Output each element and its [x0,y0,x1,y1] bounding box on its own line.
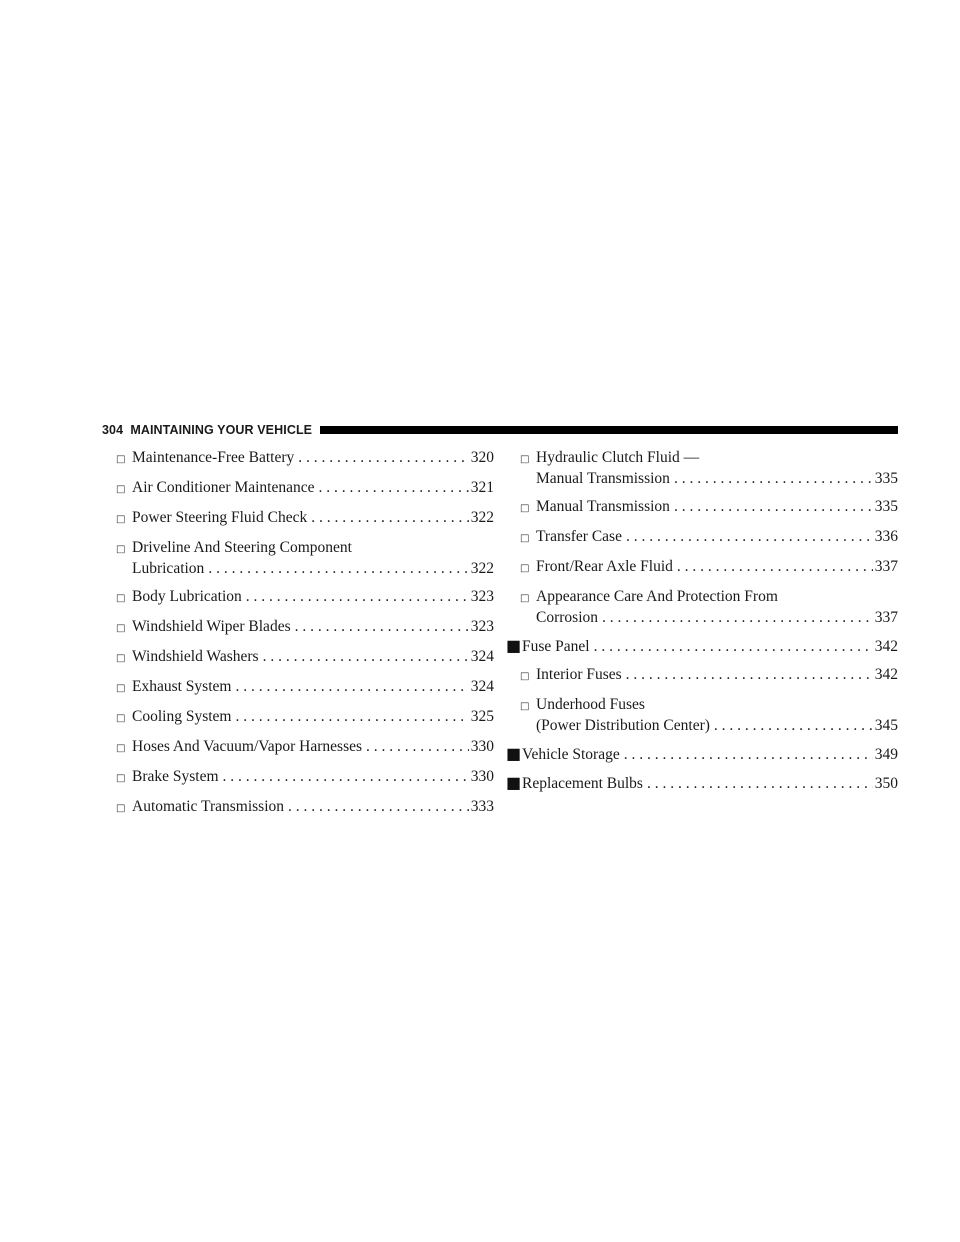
checkbox-bullet-icon: □ [116,683,126,694]
square-bullet-icon: ■ [506,744,522,763]
toc-entry-title: Power Steering Fluid Check [132,509,308,526]
toc-entry-title: Lubrication [132,560,205,577]
toc-right-column [506,448,898,802]
toc-entry-title: Manual Transmission [536,498,670,515]
toc-entry[interactable] [520,497,898,518]
toc-entry[interactable] [116,797,494,818]
checkbox-bullet-icon: □ [116,484,126,495]
leader-dots [246,587,469,606]
toc-left-column [116,448,494,827]
leader-dots [366,737,469,756]
toc-entry-page: 342 [874,638,898,655]
toc-entry[interactable] [520,448,898,488]
leader-dots [714,716,873,735]
leader-dots [298,448,469,467]
checkbox-bullet-icon: □ [520,563,530,574]
leader-dots [674,469,873,488]
toc-entry-page: 330 [470,768,494,785]
leader-dots [263,647,469,666]
toc-entry-page: 349 [874,746,898,763]
toc-entry-title: Hoses And Vacuum/Vapor Harnesses [132,738,363,755]
toc-entry-page: 324 [470,678,494,695]
toc-entry-page: 321 [470,479,494,496]
toc-entry-title: Body Lubrication [132,588,242,605]
toc-entry[interactable] [520,665,898,686]
toc-entry-title-line1: Driveline And Steering Component [132,539,352,556]
toc-entry-title: Interior Fuses [536,666,622,683]
header-rule [320,426,898,434]
checkbox-bullet-icon: □ [116,743,126,754]
toc-entry-title: Replacement Bulbs [522,775,643,792]
toc-entry-title: Manual Transmission [536,470,670,487]
toc-entry-page: 333 [470,798,494,815]
toc-entry-page: 325 [470,708,494,725]
toc-entry-title-line1: Underhood Fuses [536,696,645,713]
toc-entry[interactable] [520,695,898,735]
leader-dots [223,767,469,786]
toc-entry-page: 350 [874,775,898,792]
toc-entry[interactable] [116,737,494,758]
leader-dots [295,617,469,636]
leader-dots [311,508,469,527]
toc-entry[interactable] [116,508,494,529]
toc-entry-page: 337 [874,558,898,575]
leader-dots [208,559,468,578]
toc-entry[interactable] [520,587,898,627]
leader-dots [235,677,468,696]
toc-section-entry[interactable] [506,773,898,793]
toc-entry[interactable] [116,767,494,788]
leader-dots [647,774,873,793]
toc-entry[interactable] [116,538,494,578]
toc-entry-title: Air Conditioner Maintenance [132,479,315,496]
square-bullet-icon: ■ [506,636,522,655]
checkbox-bullet-icon: □ [520,533,530,544]
toc-entry[interactable] [116,617,494,638]
toc-entry[interactable] [116,677,494,698]
toc-section-entry[interactable] [506,636,898,656]
page-header [102,421,898,439]
toc-entry[interactable] [116,647,494,668]
square-bullet-icon: ■ [506,773,522,792]
toc-entry[interactable] [116,707,494,728]
toc-entry-title: Front/Rear Axle Fluid [536,558,673,575]
toc-entry[interactable] [116,478,494,499]
leader-dots [235,707,468,726]
checkbox-bullet-icon: □ [116,713,126,724]
toc-entry-title: (Power Distribution Center) [536,717,710,734]
toc-section-entry[interactable] [506,744,898,764]
toc-entry-page: 322 [470,560,494,577]
toc-entry-title: Vehicle Storage [522,746,620,763]
leader-dots [626,527,873,546]
toc-entry-title: Automatic Transmission [132,798,285,815]
section-title: MAINTAINING YOUR VEHICLE [130,423,313,437]
toc-entry-page: 322 [470,509,494,526]
checkbox-bullet-icon: □ [520,593,530,604]
leader-dots [677,557,873,576]
toc-entry-title: Cooling System [132,708,232,725]
leader-dots [624,745,873,764]
leader-dots [626,665,873,684]
checkbox-bullet-icon: □ [520,701,530,712]
toc-entry-page: 345 [874,717,898,734]
leader-dots [288,797,469,816]
checkbox-bullet-icon: □ [116,544,126,555]
leader-dots [674,497,873,516]
toc-entry-title: Exhaust System [132,678,232,695]
toc-entry-title: Windshield Washers [132,648,259,665]
toc-entry-page: 320 [470,449,494,466]
toc-entry[interactable] [520,527,898,548]
checkbox-bullet-icon: □ [116,454,126,465]
toc-entry-page: 336 [874,528,898,545]
toc-entry[interactable] [116,587,494,608]
toc-entry-page: 335 [874,470,898,487]
checkbox-bullet-icon: □ [520,503,530,514]
toc-entry-title: Transfer Case [536,528,622,545]
toc-entry-title: Windshield Wiper Blades [132,618,291,635]
toc-entry-page: 337 [874,609,898,626]
toc-entry-title: Maintenance-Free Battery [132,449,295,466]
toc-entry-title: Brake System [132,768,219,785]
checkbox-bullet-icon: □ [520,671,530,682]
toc-entry-title: Fuse Panel [522,638,590,655]
leader-dots [602,608,873,627]
toc-entry-title: Corrosion [536,609,598,626]
toc-entry-page: 324 [470,648,494,665]
leader-dots [319,478,469,497]
toc-entry-title-line1: Hydraulic Clutch Fluid — [536,449,700,466]
toc-entry-page: 342 [874,666,898,683]
checkbox-bullet-icon: □ [116,773,126,784]
toc-entry-page: 335 [874,498,898,515]
leader-dots [594,637,873,656]
checkbox-bullet-icon: □ [116,514,126,525]
page-number: 304 [102,423,124,437]
toc-entry-page: 330 [470,738,494,755]
toc-entry-page: 323 [470,588,494,605]
toc-entry[interactable] [520,557,898,578]
checkbox-bullet-icon: □ [520,454,530,465]
toc-entry-page: 323 [470,618,494,635]
toc-entry-title-line1: Appearance Care And Protection From [536,588,778,605]
checkbox-bullet-icon: □ [116,653,126,664]
header-text [102,423,312,437]
checkbox-bullet-icon: □ [116,593,126,604]
checkbox-bullet-icon: □ [116,623,126,634]
checkbox-bullet-icon: □ [116,803,126,814]
toc-entry[interactable] [116,448,494,469]
